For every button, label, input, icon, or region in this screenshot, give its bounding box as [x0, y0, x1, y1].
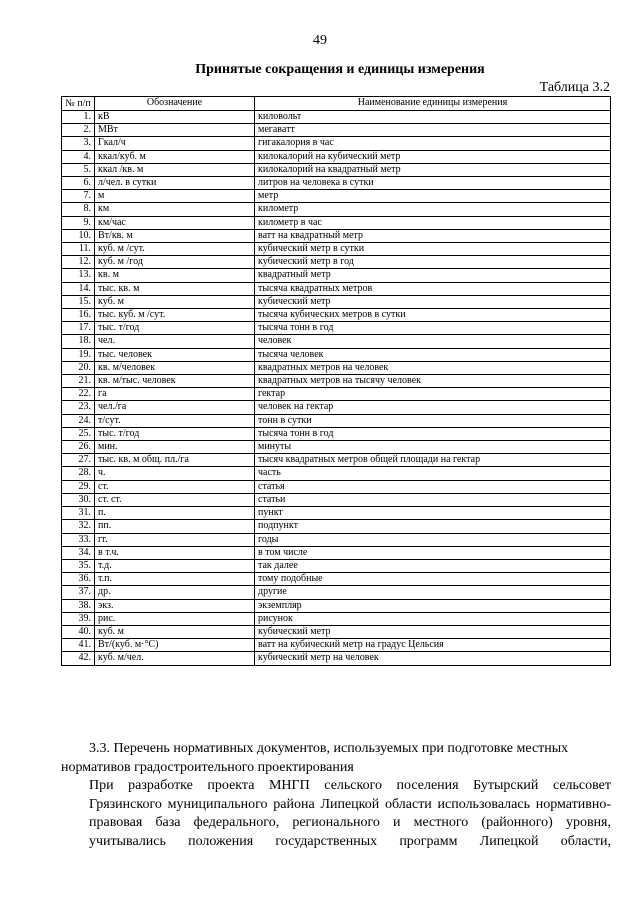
row-name-cell: километр: [255, 203, 611, 216]
row-name-cell: подпункт: [255, 520, 611, 533]
row-num-cell: 34.: [62, 546, 95, 559]
row-name-cell: ватт на квадратный метр: [255, 229, 611, 242]
row-abbr-cell: тыс. человек: [95, 348, 255, 361]
row-name-cell: кубический метр на человек: [255, 652, 611, 665]
row-name-cell: человек: [255, 335, 611, 348]
row-abbr-cell: т.д.: [95, 559, 255, 572]
row-num-cell: 2.: [62, 124, 95, 137]
row-name-cell: тысяча квадратных метров: [255, 282, 611, 295]
table-label: Таблица 3.2: [539, 80, 610, 95]
paragraph-line: Грязинского муниципального района Липецкой области использовалась нормативно-: [89, 796, 611, 812]
row-name-cell: квадратных метров на человек: [255, 361, 611, 374]
table-row: [62, 480, 611, 493]
row-name-cell: кубический метр: [255, 625, 611, 638]
row-name-cell: тому подобные: [255, 573, 611, 586]
row-abbr-cell: т.п.: [95, 573, 255, 586]
section-paragraph: [61, 777, 611, 851]
row-name-cell: мегаватт: [255, 124, 611, 137]
row-num-cell: 32.: [62, 520, 95, 533]
row-abbr-cell: тыс. т/год: [95, 427, 255, 440]
row-num-cell: 8.: [62, 203, 95, 216]
table-row: [62, 190, 611, 203]
row-name-cell: тысяч квадратных метров общей площади на гектар: [255, 454, 611, 467]
section-heading: 3.3. Перечень нормативных документов, используемых при подготовке местных нормативов градостроительного проектирования: [61, 741, 569, 775]
paragraph-line: При разработке проекта МНГП сельского поселения Бутырский сельсовет: [89, 778, 611, 793]
table-row: [62, 361, 611, 374]
row-abbr-cell: ст. ст.: [95, 493, 255, 506]
row-name-cell: пункт: [255, 507, 611, 520]
row-num-cell: 21.: [62, 375, 95, 388]
row-num-cell: 35.: [62, 559, 95, 572]
row-name-cell: тысяча человек: [255, 348, 611, 361]
table-row: [62, 639, 611, 652]
row-name-cell: килокалорий на кубический метр: [255, 150, 611, 163]
row-name-cell: гектар: [255, 388, 611, 401]
table-row: [62, 322, 611, 335]
row-name-cell: кубический метр: [255, 295, 611, 308]
row-name-cell: тысяча кубических метров в сутки: [255, 309, 611, 322]
table-row: [62, 124, 611, 137]
row-num-cell: 36.: [62, 573, 95, 586]
row-num-cell: 16.: [62, 309, 95, 322]
row-abbr-cell: Вт/кв. м: [95, 229, 255, 242]
row-abbr-cell: экз.: [95, 599, 255, 612]
row-num-cell: 10.: [62, 229, 95, 242]
row-abbr-cell: куб. м/чел.: [95, 652, 255, 665]
row-abbr-cell: л/чел. в сутки: [95, 177, 255, 190]
table-row: [62, 309, 611, 322]
row-abbr-cell: ст.: [95, 480, 255, 493]
table-row: [62, 229, 611, 242]
table-row: [62, 625, 611, 638]
row-abbr-cell: ч.: [95, 467, 255, 480]
row-abbr-cell: Гкал/ч: [95, 137, 255, 150]
row-abbr-cell: МВт: [95, 124, 255, 137]
row-num-cell: 38.: [62, 599, 95, 612]
row-num-cell: 28.: [62, 467, 95, 480]
row-name-cell: кубический метр в год: [255, 256, 611, 269]
row-num-cell: 25.: [62, 427, 95, 440]
row-name-cell: метр: [255, 190, 611, 203]
table-row: [62, 203, 611, 216]
row-abbr-cell: Вт/(куб. м·°С): [95, 639, 255, 652]
row-abbr-cell: кв. м/тыс. человек: [95, 375, 255, 388]
table-row: [62, 652, 611, 665]
row-num-cell: 26.: [62, 441, 95, 454]
row-num-cell: 17.: [62, 322, 95, 335]
row-num-cell: 39.: [62, 612, 95, 625]
row-num-cell: 42.: [62, 652, 95, 665]
row-name-cell: квадратных метров на тысячу человек: [255, 375, 611, 388]
row-abbr-cell: км: [95, 203, 255, 216]
row-name-cell: статья: [255, 480, 611, 493]
row-num-cell: 41.: [62, 639, 95, 652]
table-header-row: [62, 97, 611, 111]
row-name-cell: литров на человека в сутки: [255, 177, 611, 190]
row-name-cell: тысяча тонн в год: [255, 322, 611, 335]
table-row: [62, 256, 611, 269]
table-row: [62, 599, 611, 612]
row-num-cell: 11.: [62, 243, 95, 256]
paragraph-line: правовая база федерального, регионального и местного (районного) уровня,: [89, 815, 611, 830]
row-num-cell: 4.: [62, 150, 95, 163]
row-name-cell: гигакалория в час: [255, 137, 611, 150]
row-name-cell: килокалорий на квадратный метр: [255, 163, 611, 176]
row-abbr-cell: чел./га: [95, 401, 255, 414]
table-row: [62, 150, 611, 163]
row-num-cell: 15.: [62, 295, 95, 308]
row-abbr-cell: м: [95, 190, 255, 203]
table-row: [62, 137, 611, 150]
row-abbr-cell: куб. м: [95, 625, 255, 638]
row-name-cell: годы: [255, 533, 611, 546]
row-abbr-cell: тыс. кв. м: [95, 282, 255, 295]
paragraph-line: учитывались положения государственных программ Липецкой области,: [89, 833, 611, 849]
table-row: [62, 295, 611, 308]
row-abbr-cell: ккал/куб. м: [95, 150, 255, 163]
row-num-cell: 7.: [62, 190, 95, 203]
row-abbr-cell: мин.: [95, 441, 255, 454]
table-row: [62, 335, 611, 348]
row-num-cell: 40.: [62, 625, 95, 638]
row-num-cell: 23.: [62, 401, 95, 414]
table-row: [62, 348, 611, 361]
table-row: [62, 163, 611, 176]
row-name-cell: кубический метр в сутки: [255, 243, 611, 256]
row-name-cell: ватт на кубический метр на градус Цельсия: [255, 639, 611, 652]
table-row: [62, 401, 611, 414]
row-num-cell: 31.: [62, 507, 95, 520]
table-row: [62, 546, 611, 559]
table-row: [62, 427, 611, 440]
row-abbr-cell: кВ: [95, 111, 255, 124]
row-num-cell: 20.: [62, 361, 95, 374]
row-num-cell: 12.: [62, 256, 95, 269]
row-num-cell: 14.: [62, 282, 95, 295]
table-row: [62, 414, 611, 427]
row-abbr-cell: кв. м: [95, 269, 255, 282]
row-name-cell: тонн в сутки: [255, 414, 611, 427]
row-num-cell: 29.: [62, 480, 95, 493]
table-row: [62, 216, 611, 229]
row-abbr-cell: др.: [95, 586, 255, 599]
row-name-cell: киловольт: [255, 111, 611, 124]
table-row: [62, 375, 611, 388]
row-abbr-cell: рис.: [95, 612, 255, 625]
row-abbr-cell: гг.: [95, 533, 255, 546]
table-row: [62, 520, 611, 533]
row-abbr-cell: т/сут.: [95, 414, 255, 427]
table-row: [62, 559, 611, 572]
row-abbr-cell: км/час: [95, 216, 255, 229]
row-abbr-cell: ккал /кв. м: [95, 163, 255, 176]
row-abbr-cell: п.: [95, 507, 255, 520]
table-row: [62, 388, 611, 401]
row-name-cell: так далее: [255, 559, 611, 572]
table-row: [62, 243, 611, 256]
row-num-cell: 19.: [62, 348, 95, 361]
row-num-cell: 6.: [62, 177, 95, 190]
row-num-cell: 18.: [62, 335, 95, 348]
row-abbr-cell: куб. м: [95, 295, 255, 308]
row-name-cell: тысяча тонн в год: [255, 427, 611, 440]
document-title: Принятые сокращения и единицы измерения: [195, 62, 485, 77]
table-row: [62, 441, 611, 454]
header-name: Наименование единицы измерения: [255, 97, 611, 111]
table-row: [62, 269, 611, 282]
row-name-cell: в том числе: [255, 546, 611, 559]
row-num-cell: 13.: [62, 269, 95, 282]
row-num-cell: 22.: [62, 388, 95, 401]
table-row: [62, 177, 611, 190]
row-num-cell: 30.: [62, 493, 95, 506]
row-num-cell: 5.: [62, 163, 95, 176]
row-abbr-cell: пп.: [95, 520, 255, 533]
table-row: [62, 507, 611, 520]
row-name-cell: часть: [255, 467, 611, 480]
row-num-cell: 27.: [62, 454, 95, 467]
table-row: [62, 282, 611, 295]
row-name-cell: экземпляр: [255, 599, 611, 612]
row-num-cell: 1.: [62, 111, 95, 124]
table-row: [62, 533, 611, 546]
table-row: [62, 454, 611, 467]
row-name-cell: рисунок: [255, 612, 611, 625]
row-name-cell: километр в час: [255, 216, 611, 229]
page-number: 49: [313, 33, 327, 48]
row-name-cell: минуты: [255, 441, 611, 454]
table-row: [62, 573, 611, 586]
header-num: № п/п: [62, 97, 95, 111]
row-name-cell: квадратный метр: [255, 269, 611, 282]
row-abbr-cell: тыс. куб. м /сут.: [95, 309, 255, 322]
table-body: [62, 111, 611, 666]
table-row: [62, 493, 611, 506]
row-abbr-cell: куб. м /год: [95, 256, 255, 269]
row-name-cell: статьи: [255, 493, 611, 506]
row-abbr-cell: тыс. т/год: [95, 322, 255, 335]
table-row: [62, 467, 611, 480]
table-row: [62, 111, 611, 124]
table-row: [62, 586, 611, 599]
row-num-cell: 9.: [62, 216, 95, 229]
row-abbr-cell: чел.: [95, 335, 255, 348]
header-abbr: Обозначение: [95, 97, 255, 111]
row-abbr-cell: в т.ч.: [95, 546, 255, 559]
units-table: [61, 96, 611, 666]
row-abbr-cell: куб. м /сут.: [95, 243, 255, 256]
row-num-cell: 3.: [62, 137, 95, 150]
row-num-cell: 33.: [62, 533, 95, 546]
table-row: [62, 612, 611, 625]
row-num-cell: 24.: [62, 414, 95, 427]
row-name-cell: человек на гектар: [255, 401, 611, 414]
row-abbr-cell: тыс. кв. м общ. пл./га: [95, 454, 255, 467]
row-abbr-cell: кв. м/человек: [95, 361, 255, 374]
row-abbr-cell: га: [95, 388, 255, 401]
row-name-cell: другие: [255, 586, 611, 599]
row-num-cell: 37.: [62, 586, 95, 599]
